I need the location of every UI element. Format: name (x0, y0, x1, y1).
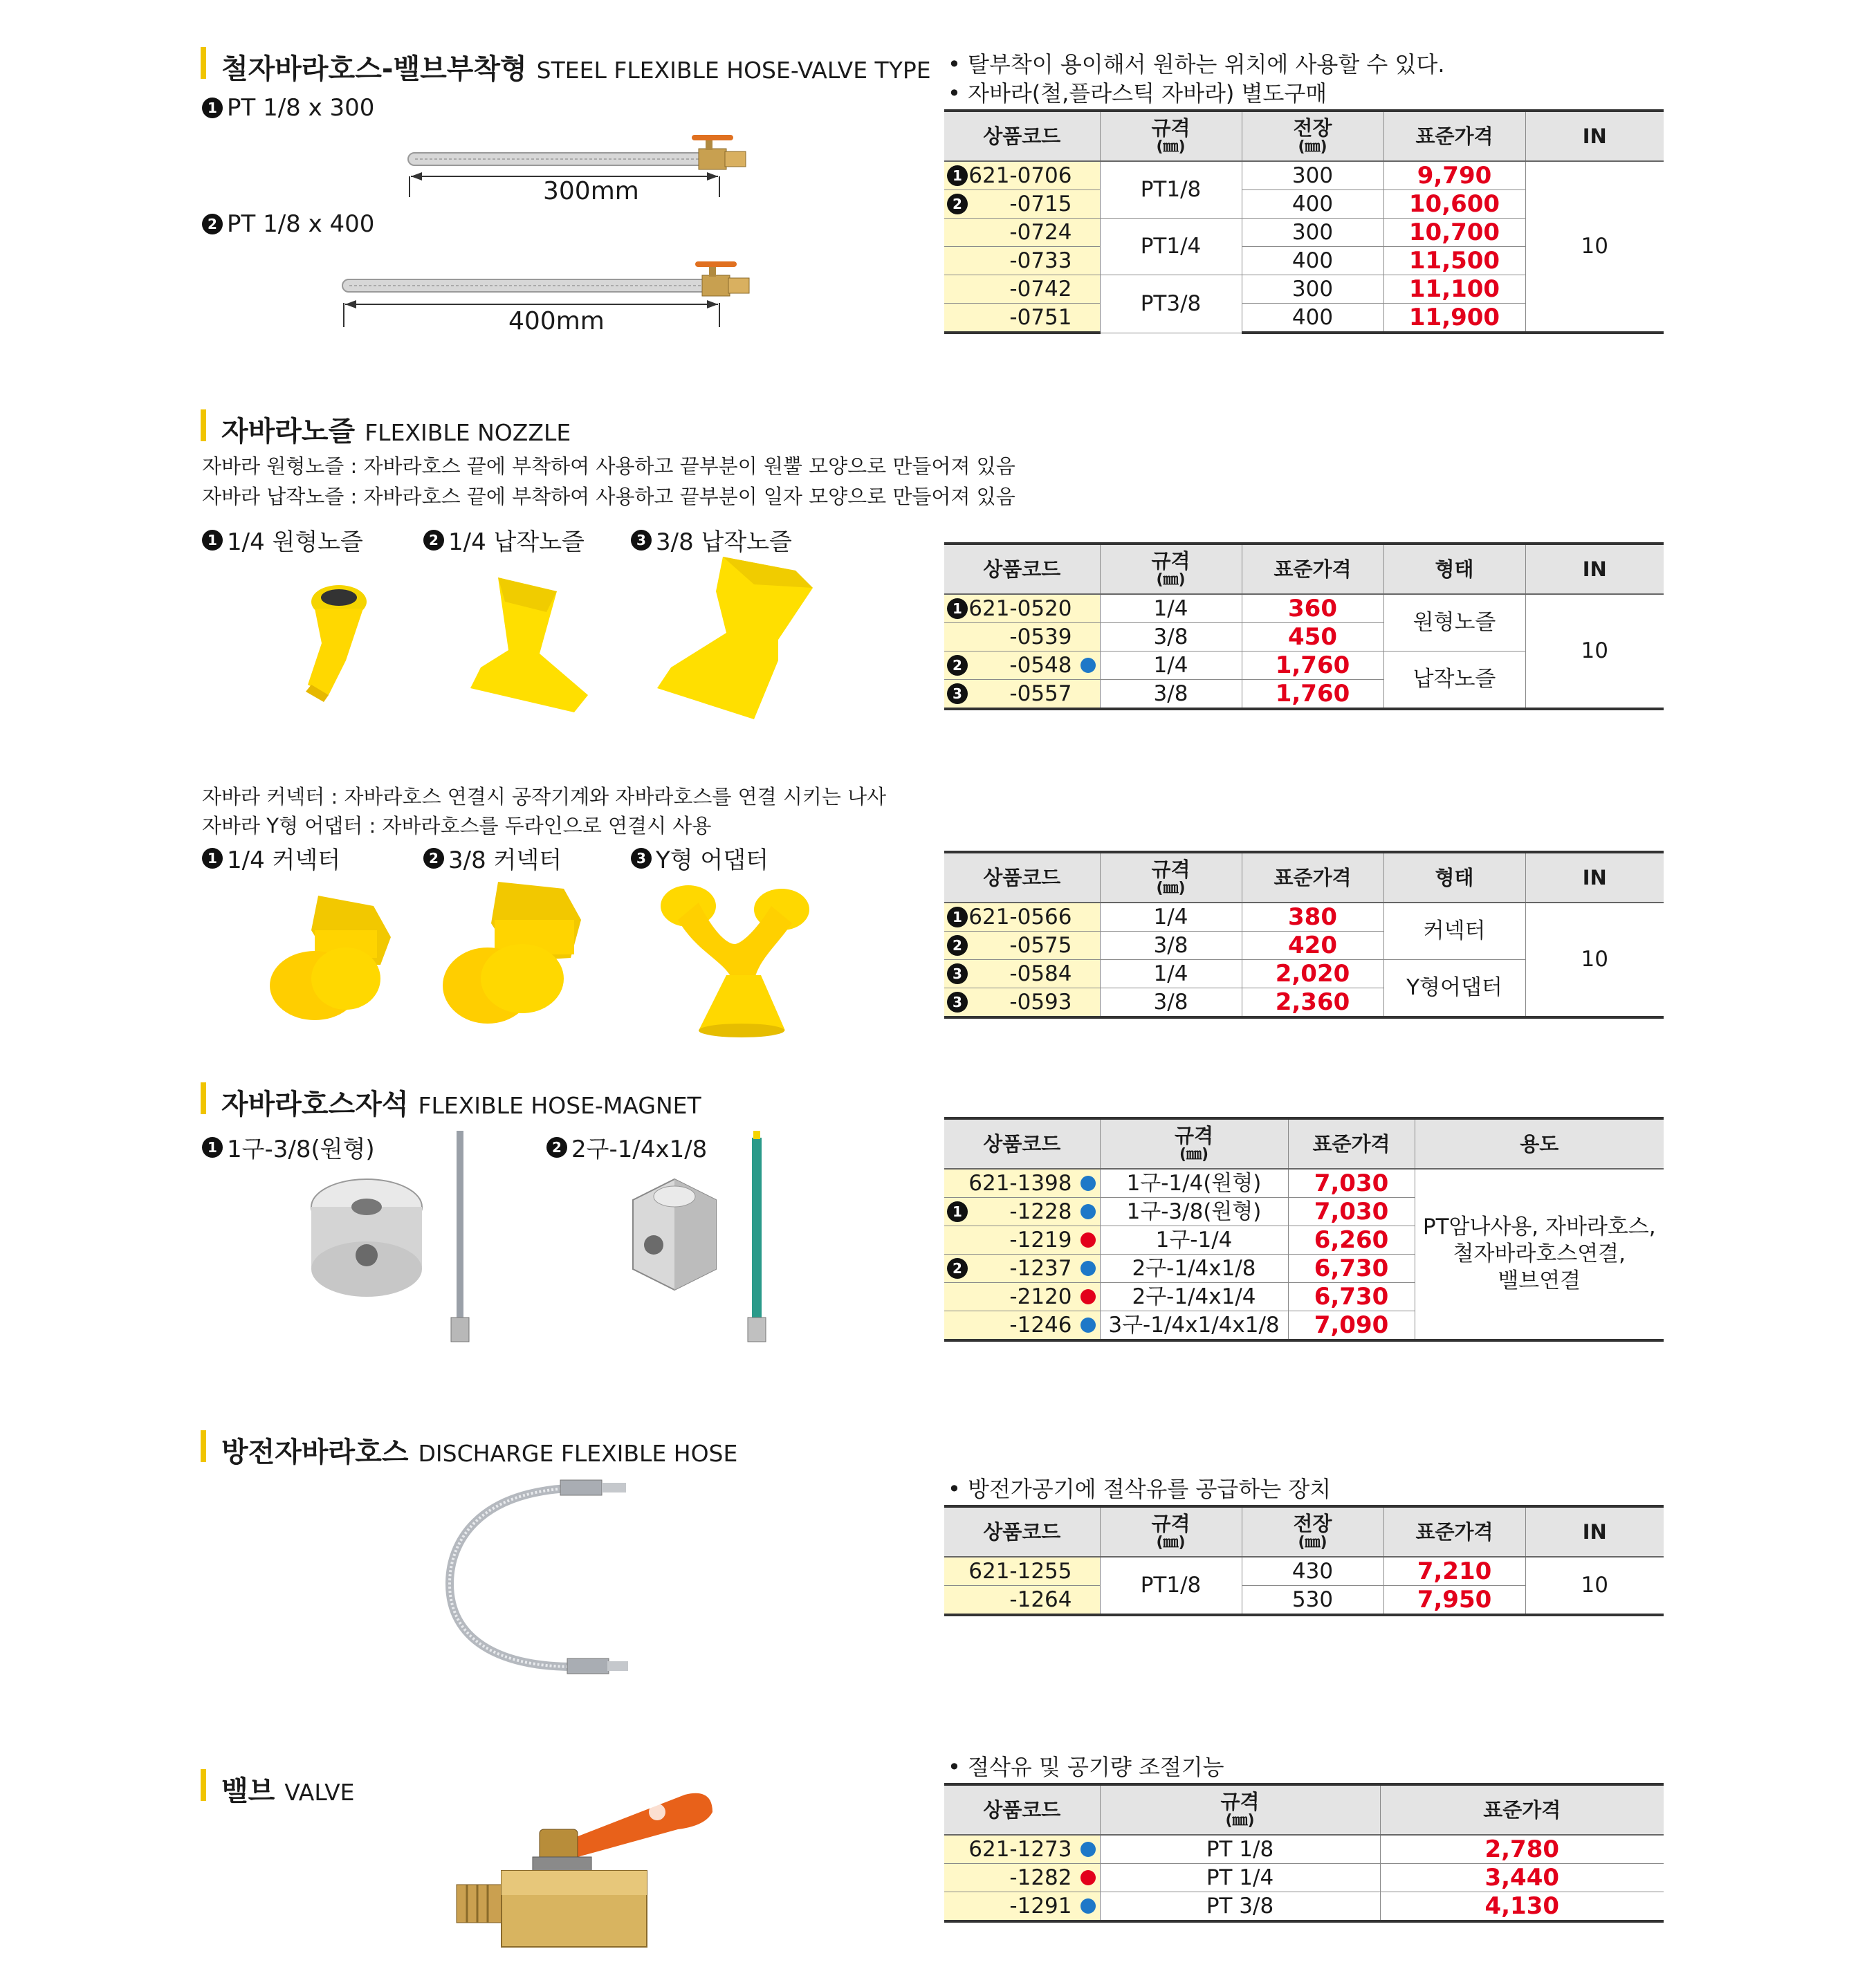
code-cell: -0733 (944, 247, 1100, 275)
header-label: 규격 (1151, 1512, 1190, 1536)
section-title-valve (201, 1769, 355, 1807)
unit-label: (㎜) (1298, 138, 1327, 156)
code-cell (944, 680, 1100, 710)
title-en: VALVE (284, 1779, 355, 1806)
flat-nozzle-1-4-image (463, 577, 595, 712)
spec-cell: 3/8 (1100, 680, 1242, 710)
th-code: 상품코드 (944, 1118, 1100, 1169)
th-spec (1100, 1784, 1380, 1835)
number-badge: 1 (947, 598, 968, 619)
spec-cell: PT1/4 (1100, 219, 1242, 275)
header-label: 전장 (1293, 116, 1332, 140)
th-type: 형태 (1383, 852, 1525, 903)
item-text: 1구-3/8(원형) (227, 1136, 375, 1163)
price-cell: 6,260 (1288, 1226, 1415, 1255)
spec-cell: PT3/8 (1100, 275, 1242, 333)
table-row (944, 1169, 1664, 1198)
number-badge: 1 (202, 98, 223, 118)
connector-3-8-image (439, 882, 588, 1024)
code-cell (944, 1169, 1100, 1198)
item-text: 1/4 납작노즐 (448, 528, 585, 556)
th-code: 상품코드 (944, 111, 1100, 161)
th-use: 용도 (1415, 1118, 1664, 1169)
table-row (944, 1557, 1664, 1586)
spec-cell: PT 1/8 (1100, 1835, 1380, 1864)
table-discharge-hose (944, 1505, 1664, 1616)
number-badge: 1 (202, 530, 223, 551)
code-cell: -1264 (944, 1586, 1100, 1616)
code-cell (944, 932, 1100, 960)
color-dot-red (1080, 1289, 1096, 1304)
price-cell: 7,030 (1288, 1169, 1415, 1198)
item-label-2 (202, 210, 374, 238)
th-type: 형태 (1383, 544, 1525, 594)
th-spec (1100, 111, 1242, 161)
code-cell: -0539 (944, 623, 1100, 651)
code-cell (944, 903, 1100, 932)
item-text: 3/8 납작노즐 (656, 528, 792, 556)
spec-cell: 3/8 (1100, 623, 1242, 651)
code-cell: -0751 (944, 304, 1100, 333)
title-ko: 방전자바라호스 (221, 1436, 409, 1468)
code-cell (944, 988, 1100, 1018)
th-spec (1100, 1118, 1288, 1169)
item-label-1 (202, 523, 363, 557)
color-dot-blue (1080, 1842, 1096, 1857)
item-label-3 (631, 523, 792, 557)
number-badge: 2 (947, 655, 968, 676)
th-spec (1100, 1506, 1242, 1557)
number-badge: 1 (947, 165, 968, 186)
item-label-1 (202, 94, 374, 122)
code-cell (944, 960, 1100, 988)
spec-cell: 1구-1/4(원형) (1100, 1169, 1288, 1198)
item-text: PT 1/8 x 300 (227, 94, 375, 122)
table-row (944, 1835, 1664, 1864)
title-en: FLEXIBLE NOZZLE (365, 419, 571, 446)
th-code: 상품코드 (944, 544, 1100, 594)
number-badge: 2 (202, 214, 223, 234)
color-dot-red (1080, 1232, 1096, 1248)
price-cell: 3,440 (1380, 1864, 1664, 1892)
code-cell (944, 594, 1100, 623)
length-cell: 530 (1242, 1586, 1383, 1616)
th-length (1242, 111, 1383, 161)
item-text: 3/8 커넥터 (448, 847, 562, 874)
price-cell: 11,500 (1383, 247, 1525, 275)
flat-nozzle-3-8-image (657, 557, 830, 719)
spec-cell: 1/4 (1100, 960, 1242, 988)
number-badge: 1 (947, 907, 968, 927)
number-badge: 3 (947, 992, 968, 1013)
item-label-1 (202, 841, 340, 875)
unit-label: (㎜) (1298, 1533, 1327, 1551)
number-badge: 2 (947, 1258, 968, 1279)
use-cell (1415, 1169, 1664, 1340)
th-in: IN (1525, 852, 1664, 903)
table-valve (944, 1783, 1664, 1923)
note-2: • 자바라(철,플라스틱 자바라) 별도구매 (948, 80, 1327, 107)
desc-flat-nozzle: 자바라 납작노즐 : 자바라호스 끝에 부착하여 사용하고 끝부분이 일자 모양으로 만들어져 있음 (202, 485, 1015, 508)
code-cell (944, 1864, 1100, 1892)
price-cell: 450 (1242, 623, 1383, 651)
color-dot-blue (1080, 658, 1096, 673)
item-label-3 (631, 841, 769, 875)
color-dot-blue (1080, 1176, 1096, 1191)
unit-label: (㎜) (1156, 1533, 1186, 1551)
length-cell: 300 (1242, 275, 1383, 304)
th-in: IN (1525, 111, 1664, 161)
price-cell: 11,100 (1383, 275, 1525, 304)
product-code: -0575 (1009, 932, 1072, 958)
price-cell: 7,950 (1383, 1586, 1525, 1616)
price-cell: 360 (1242, 594, 1383, 623)
product-code: -0593 (1009, 989, 1072, 1015)
length-cell: 400 (1242, 247, 1383, 275)
dimension-300: 300mm (543, 177, 639, 205)
product-code: -1246 (1009, 1312, 1072, 1338)
type-cell: Y형어댑터 (1383, 960, 1525, 1018)
unit-label: (㎜) (1156, 138, 1186, 156)
price-cell: 10,600 (1383, 190, 1525, 219)
product-code: -1228 (1009, 1199, 1072, 1224)
th-price: 표준가격 (1383, 1506, 1525, 1557)
color-dot-blue (1080, 1318, 1096, 1333)
dimension-400: 400mm (508, 307, 605, 335)
title-en: STEEL FLEXIBLE HOSE-VALVE TYPE (536, 57, 931, 84)
spec-cell: 2구-1/4x1/8 (1100, 1255, 1288, 1283)
code-cell (944, 1283, 1100, 1311)
unit-label: (㎜) (1156, 571, 1186, 589)
section-title-steel-hose (201, 47, 931, 85)
product-code: -0557 (1009, 681, 1072, 706)
ball-valve-image (457, 1781, 719, 1961)
spec-cell: 3구-1/4x1/4x1/8 (1100, 1311, 1288, 1341)
product-code: -1237 (1009, 1255, 1072, 1281)
type-cell: 원형노즐 (1383, 594, 1525, 651)
price-cell: 2,780 (1380, 1835, 1664, 1864)
th-price: 표준가격 (1380, 1784, 1664, 1835)
round-nozzle-image (270, 581, 380, 705)
th-price: 표준가격 (1383, 111, 1525, 161)
code-cell (944, 1255, 1100, 1283)
length-cell: 430 (1242, 1557, 1383, 1586)
header-label: 전장 (1293, 1512, 1332, 1536)
length-cell: 400 (1242, 190, 1383, 219)
use-text: 철자바라호스연결, (1453, 1241, 1626, 1267)
spec-cell: 1/4 (1100, 594, 1242, 623)
price-cell: 1,760 (1242, 680, 1383, 710)
header-label: 규격 (1220, 1790, 1260, 1814)
price-cell: 6,730 (1288, 1255, 1415, 1283)
color-dot-blue (1080, 1261, 1096, 1276)
item-text: 1/4 원형노즐 (227, 528, 363, 556)
spec-cell: 1/4 (1100, 651, 1242, 680)
header-label: 규격 (1151, 116, 1190, 140)
unit-label: (㎜) (1225, 1811, 1255, 1829)
code-cell (944, 161, 1100, 190)
number-badge: 3 (631, 530, 652, 551)
title-ko: 밸브 (221, 1775, 275, 1807)
price-cell: 11,900 (1383, 304, 1525, 333)
price-cell: 6,730 (1288, 1283, 1415, 1311)
item-text: 1/4 커넥터 (227, 847, 341, 874)
color-dot-blue (1080, 1204, 1096, 1219)
header-label: 규격 (1151, 858, 1190, 882)
number-badge: 2 (423, 848, 444, 869)
in-cell: 10 (1525, 903, 1664, 1017)
number-badge: 2 (947, 935, 968, 956)
item-text: 2구-1/4x1/8 (571, 1136, 708, 1163)
note-1: • 탈부착이 용이해서 원하는 위치에 사용할 수 있다. (948, 51, 1445, 77)
number-badge: 3 (947, 683, 968, 704)
code-cell (944, 1226, 1100, 1255)
th-code: 상품코드 (944, 1506, 1100, 1557)
spec-cell: 3/8 (1100, 988, 1242, 1018)
item-text: Y형 어댑터 (656, 847, 769, 874)
table-steel-hose (944, 109, 1664, 334)
product-code: -0548 (1009, 652, 1072, 678)
in-cell: 10 (1525, 594, 1664, 709)
title-en: DISCHARGE FLEXIBLE HOSE (418, 1440, 738, 1467)
number-badge: 1 (202, 1137, 223, 1158)
discharge-hose-image (436, 1480, 629, 1681)
title-ko: 자바라노즐 (221, 416, 356, 447)
table-row (944, 1892, 1664, 1922)
price-cell: 1,760 (1242, 651, 1383, 680)
spec-cell: PT1/8 (1100, 161, 1242, 219)
spec-cell: 1구-3/8(원형) (1100, 1198, 1288, 1226)
number-badge: 3 (947, 963, 968, 984)
price-cell: 2,360 (1242, 988, 1383, 1018)
header-label: 규격 (1151, 549, 1190, 573)
spec-cell: PT1/8 (1100, 1557, 1242, 1615)
product-code: 621-1398 (968, 1170, 1072, 1196)
code-cell: -0742 (944, 275, 1100, 304)
product-code: -1219 (1009, 1227, 1072, 1253)
th-spec (1100, 544, 1242, 594)
product-code: 621-0706 (968, 163, 1072, 188)
length-cell: 300 (1242, 161, 1383, 190)
use-text: PT암나사용, 자바라호스, (1422, 1214, 1656, 1240)
item-text: PT 1/8 x 400 (227, 210, 375, 238)
code-cell: 621-1255 (944, 1557, 1100, 1586)
number-badge: 1 (202, 848, 223, 869)
product-code: -2120 (1009, 1284, 1072, 1309)
length-cell: 300 (1242, 219, 1383, 247)
price-cell: 380 (1242, 903, 1383, 932)
table-flexible-nozzle (944, 542, 1664, 710)
th-price: 표준가격 (1242, 852, 1383, 903)
title-en: FLEXIBLE HOSE-MAGNET (418, 1092, 701, 1119)
unit-label: (㎜) (1156, 879, 1186, 897)
code-cell (944, 651, 1100, 680)
desc-y-adapter: 자바라 Y형 어댑터 : 자바라호스를 두라인으로 연결시 사용 (202, 814, 712, 838)
spec-cell: 1/4 (1100, 903, 1242, 932)
code-cell (944, 1835, 1100, 1864)
table-row (944, 594, 1664, 623)
code-cell (944, 1892, 1100, 1922)
length-cell: 400 (1242, 304, 1383, 333)
th-length (1242, 1506, 1383, 1557)
th-price: 표준가격 (1288, 1118, 1415, 1169)
item-label-2 (423, 841, 562, 875)
price-cell: 9,790 (1383, 161, 1525, 190)
code-cell (944, 190, 1100, 219)
in-cell: 10 (1525, 1557, 1664, 1615)
title-ko: 철자바라호스-밸브부착형 (221, 53, 527, 85)
type-cell: 커넥터 (1383, 903, 1525, 960)
number-badge: 2 (423, 530, 444, 551)
in-cell: 10 (1525, 161, 1664, 333)
th-in: IN (1525, 544, 1664, 594)
number-badge: 2 (546, 1137, 567, 1158)
th-code: 상품코드 (944, 852, 1100, 903)
spec-cell: 3/8 (1100, 932, 1242, 960)
code-cell: -0724 (944, 219, 1100, 247)
product-code: -1291 (1009, 1893, 1072, 1919)
header-label: 규격 (1174, 1124, 1214, 1148)
number-badge: 2 (947, 194, 968, 214)
unit-label: (㎜) (1179, 1145, 1209, 1163)
section-title-discharge-hose (201, 1430, 738, 1468)
price-cell: 7,090 (1288, 1311, 1415, 1341)
number-badge: 3 (631, 848, 652, 869)
product-code: -0584 (1009, 961, 1072, 986)
table-connector (944, 851, 1664, 1019)
code-cell (944, 1198, 1100, 1226)
desc-round-nozzle: 자바라 원형노즐 : 자바라호스 끝에 부착하여 사용하고 끝부분이 원뿔 모양으로 만들어져 있음 (202, 454, 1015, 478)
title-ko: 자바라호스자석 (221, 1089, 409, 1120)
th-spec (1100, 852, 1242, 903)
th-code: 상품코드 (944, 1784, 1100, 1835)
note: • 절삭유 및 공기량 조절기능 (948, 1754, 1224, 1780)
use-text: 밸브연결 (1498, 1268, 1581, 1293)
type-cell: 납작노즐 (1383, 651, 1525, 710)
price-cell: 4,130 (1380, 1892, 1664, 1922)
section-title-flexible-nozzle (201, 409, 571, 447)
note: • 방전가공기에 절삭유를 공급하는 장치 (948, 1476, 1332, 1502)
product-code: 621-0566 (968, 904, 1072, 930)
section-title-hose-magnet (201, 1082, 701, 1120)
table-row (944, 161, 1664, 190)
desc-connector: 자바라 커넥터 : 자바라호스 연결시 공작기계와 자바라호스를 연결 시키는 나사 (202, 785, 887, 808)
price-cell: 2,020 (1242, 960, 1383, 988)
y-adapter-image (657, 878, 813, 1037)
price-cell: 7,210 (1383, 1557, 1525, 1586)
table-hose-magnet (944, 1117, 1664, 1342)
hex-magnet-image (619, 1131, 785, 1345)
color-dot-blue (1080, 1898, 1096, 1914)
table-row (944, 903, 1664, 932)
table-row (944, 1864, 1664, 1892)
item-label-2 (423, 523, 585, 557)
color-dot-red (1080, 1870, 1096, 1885)
spec-cell: 2구-1/4x1/4 (1100, 1283, 1288, 1311)
code-cell (944, 1311, 1100, 1341)
price-cell: 420 (1242, 932, 1383, 960)
th-in: IN (1525, 1506, 1664, 1557)
product-code: 621-0520 (968, 595, 1072, 621)
price-cell: 10,700 (1383, 219, 1525, 247)
th-price: 표준가격 (1242, 544, 1383, 594)
number-badge: 1 (947, 1201, 968, 1222)
product-code: -1282 (1009, 1865, 1072, 1890)
connector-1-4-image (263, 896, 401, 1020)
spec-cell: 1구-1/4 (1100, 1226, 1288, 1255)
product-code: 621-1273 (968, 1836, 1072, 1862)
spec-cell: PT 1/4 (1100, 1864, 1380, 1892)
price-cell: 7,030 (1288, 1198, 1415, 1226)
product-code: -0715 (1009, 191, 1072, 216)
round-magnet-image (308, 1131, 481, 1345)
spec-cell: PT 3/8 (1100, 1892, 1380, 1922)
